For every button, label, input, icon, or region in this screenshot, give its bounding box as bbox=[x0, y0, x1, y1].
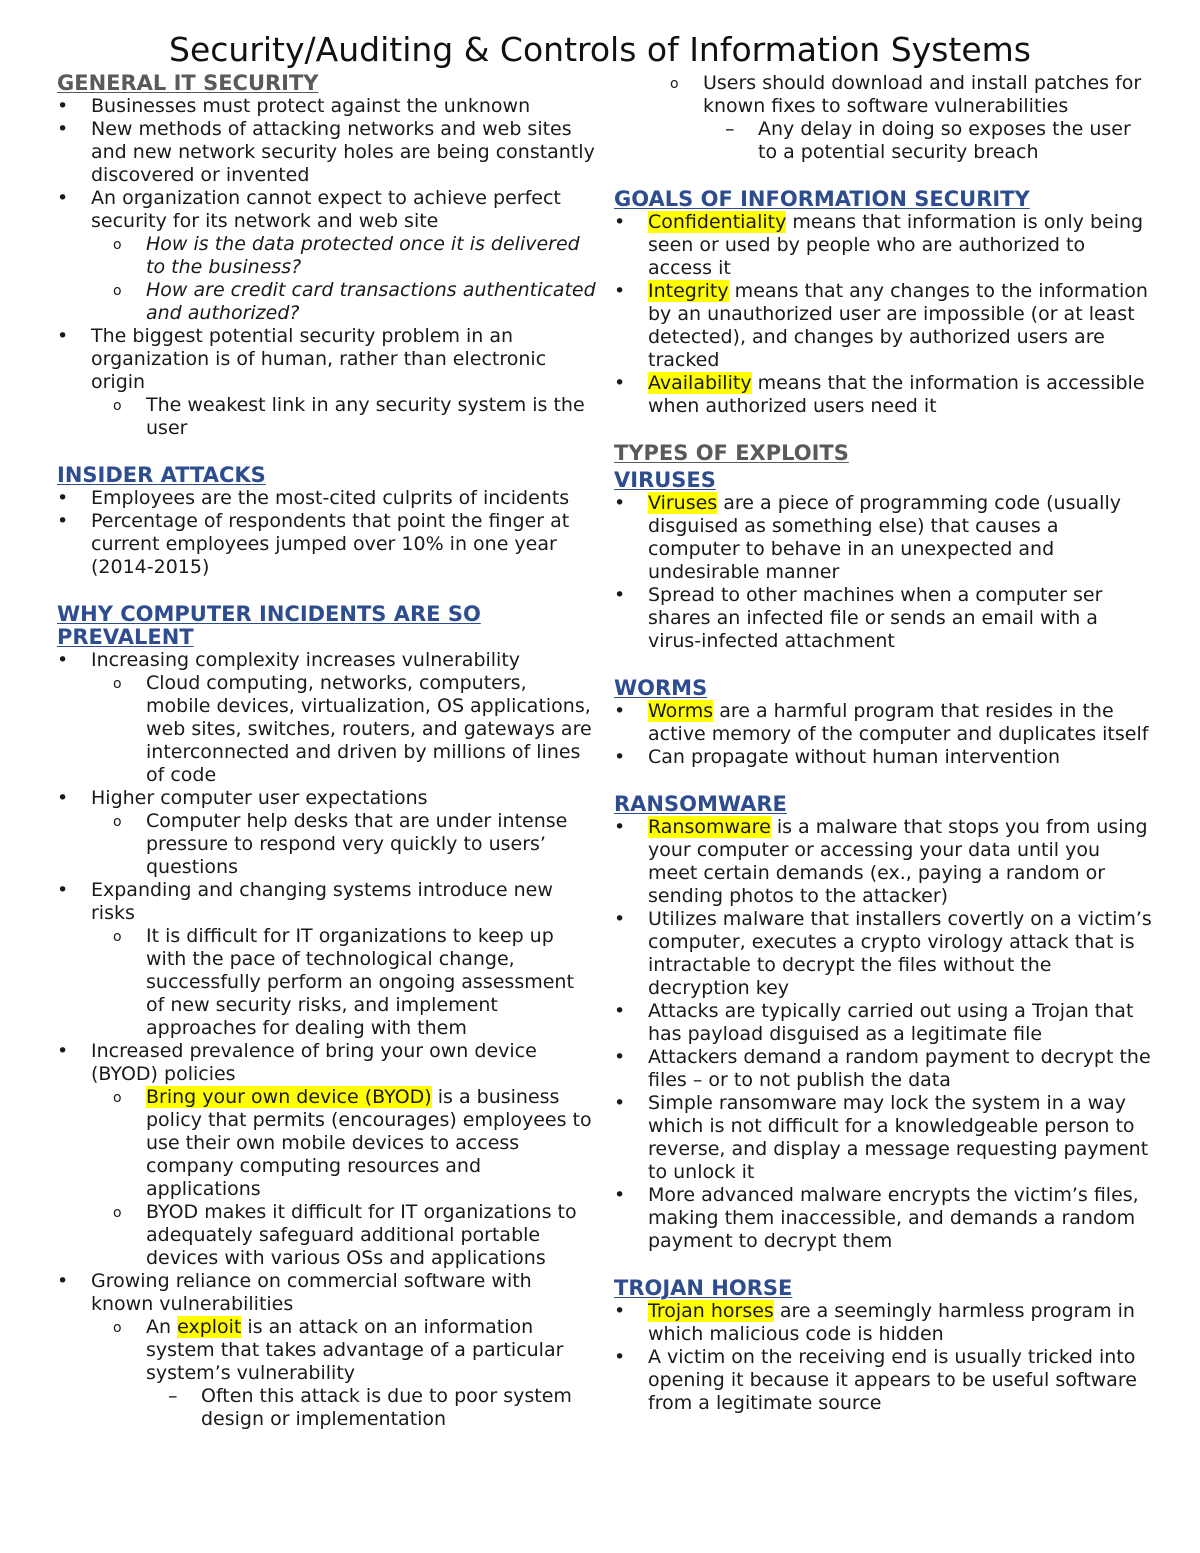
insider-attacks-list bbox=[57, 487, 597, 579]
list-subitem-text: is an attack on an information system that takes advantage of a particular system’s vulnerability bbox=[146, 1316, 564, 1384]
goals-list bbox=[614, 211, 1154, 418]
list-subitem bbox=[57, 1086, 597, 1201]
list-item bbox=[614, 492, 1154, 584]
list-item-text: means that information is only being seen or used by people who are authorized to access it bbox=[648, 211, 1144, 279]
list-subsubitem: – Often this attack is due to poor system design or implementation bbox=[57, 1385, 597, 1431]
highlighted-term: Availability bbox=[648, 372, 752, 394]
list-subitem-text: is a business policy that permits (encourages) employees to use their own mobile devices to access company computing resources and applications bbox=[146, 1086, 592, 1200]
list-item-text: are a harmful program that resides in the active memory of the computer and duplicates itself bbox=[648, 700, 1149, 745]
list-subitem-text: How is the data protected once it is delivered to the business? bbox=[146, 233, 580, 278]
list-item: • Businesses must protect against the unknown bbox=[57, 95, 597, 118]
highlighted-term: Confidentiality bbox=[648, 211, 787, 233]
ransomware-list bbox=[614, 816, 1154, 1253]
trojan-horse-list bbox=[614, 1300, 1154, 1415]
list-subitem bbox=[57, 1316, 597, 1385]
highlighted-term: Trojan horses bbox=[648, 1300, 774, 1322]
list-item-text: means that any changes to the information by an unauthorized user are impossible (or at least detected), and changes by authorized users are tracked bbox=[648, 280, 1148, 371]
list-subitem: o Users should download and install patches for known fixes to software vulnerabilities bbox=[614, 72, 1154, 118]
list-subitem-prefix: An bbox=[146, 1316, 178, 1338]
page-title: Security/Auditing & Controls of Information Systems bbox=[169, 30, 1031, 69]
list-item-text: are a piece of programming code (usually disguised as something else) that causes a computer to behave in an unexpected and undesirable manner bbox=[648, 492, 1121, 583]
why-incidents-list bbox=[57, 649, 597, 1431]
list-item: • Growing reliance on commercial software with known vulnerabilities bbox=[57, 1270, 597, 1316]
left-column bbox=[57, 72, 597, 1431]
list-item: • Attacks are typically carried out using a Trojan that has payload disguised as a legitimate file bbox=[614, 1000, 1154, 1046]
list-item: • Utilizes malware that installers covertly on a victim’s computer, executes a crypto virology attack that is intractable to decrypt the files without the decryption key bbox=[614, 908, 1154, 1000]
list-item bbox=[614, 700, 1154, 746]
section-heading-viruses: VIRUSES bbox=[614, 468, 716, 492]
worms-list bbox=[614, 700, 1154, 769]
section-heading-insider-attacks: INSIDER ATTACKS bbox=[57, 463, 266, 487]
list-item-text: are a seemingly harmless program in which malicious code is hidden bbox=[648, 1300, 1135, 1345]
list-subsubitem: – Any delay in doing so exposes the user to a potential security breach bbox=[614, 118, 1154, 164]
list-item: • Percentage of respondents that point the finger at current employees jumped over 10% in one year (2014-2015) bbox=[57, 510, 597, 579]
section-heading-types-of-exploits: TYPES OF EXPLOITS bbox=[614, 441, 849, 465]
general-it-security-list bbox=[57, 95, 597, 440]
list-item bbox=[614, 1300, 1154, 1346]
section-heading-why-computer-incidents: WHY COMPUTER INCIDENTS ARE SO PREVALENT bbox=[57, 602, 481, 649]
section-heading-general-it-security: GENERAL IT SECURITY bbox=[57, 71, 319, 95]
list-item: • Increased prevalence of bring your own device (BYOD) policies bbox=[57, 1040, 597, 1086]
list-item bbox=[614, 816, 1154, 908]
highlighted-term: Integrity bbox=[648, 280, 729, 302]
list-subitem: o BYOD makes it difficult for IT organizations to adequately safeguard additional portable devices with various OSs and applications bbox=[57, 1201, 597, 1270]
list-item bbox=[614, 372, 1154, 418]
list-item: • Expanding and changing systems introduce new risks bbox=[57, 879, 597, 925]
list-item: • More advanced malware encrypts the victim’s files, making them inaccessible, and demands a random payment to decrypt them bbox=[614, 1184, 1154, 1253]
list-item: • Can propagate without human intervention bbox=[614, 746, 1154, 769]
list-subitem: o The weakest link in any security system is the user bbox=[57, 394, 597, 440]
highlighted-term: exploit bbox=[177, 1316, 242, 1338]
list-item: • Attackers demand a random payment to decrypt the files – or to not publish the data bbox=[614, 1046, 1154, 1092]
viruses-list bbox=[614, 492, 1154, 653]
list-item: • Employees are the most-cited culprits of incidents bbox=[57, 487, 597, 510]
list-subitem: o Computer help desks that are under intense pressure to respond very quickly to users’ questions bbox=[57, 810, 597, 879]
list-subitem: o It is difficult for IT organizations to keep up with the pace of technological change, successfully perform an ongoing assessment of new security risks, and implement approaches for dealing with them bbox=[57, 925, 597, 1040]
list-item: • Higher computer user expectations bbox=[57, 787, 597, 810]
list-item: • The biggest potential security problem in an organization is of human, rather than electronic origin bbox=[57, 325, 597, 394]
section-heading-goals-of-information-security: GOALS OF INFORMATION SECURITY bbox=[614, 187, 1030, 211]
list-subitem bbox=[57, 233, 597, 279]
list-subitem-text: How are credit card transactions authenticated and authorized? bbox=[146, 279, 596, 324]
list-item bbox=[614, 280, 1154, 372]
list-item: • Simple ransomware may lock the system in a way which is not difficult for a knowledgeable person to reverse, and display a message requesting payment to unlock it bbox=[614, 1092, 1154, 1184]
highlighted-term: Viruses bbox=[648, 492, 718, 514]
section-heading-ransomware: RANSOMWARE bbox=[614, 792, 787, 816]
highlighted-term: Ransomware bbox=[648, 816, 771, 838]
patches-continuation-list bbox=[614, 72, 1154, 164]
list-item-text: means that the information is accessible when authorized users need it bbox=[648, 372, 1145, 417]
list-item-text: is a malware that stops you from using your computer or accessing your data until you meet certain demands (ex., paying a random or sending photos to the attacker) bbox=[648, 816, 1148, 907]
list-item: • Increasing complexity increases vulnerability bbox=[57, 649, 597, 672]
list-item: • A victim on the receiving end is usually tricked into opening it because it appears to be useful software from a legitimate source bbox=[614, 1346, 1154, 1415]
highlighted-term: Worms bbox=[648, 700, 714, 722]
list-subitem: o Cloud computing, networks, computers, mobile devices, virtualization, OS applications, web sites, switches, routers, and gateways are interconnected and driven by millions of lines of code bbox=[57, 672, 597, 787]
list-subitem bbox=[57, 279, 597, 325]
section-heading-trojan-horse: TROJAN HORSE bbox=[614, 1276, 793, 1300]
list-item: • New methods of attacking networks and web sites and new network security holes are being constantly discovered or invented bbox=[57, 118, 597, 187]
highlighted-term: Bring your own device (BYOD) bbox=[146, 1086, 432, 1108]
right-column bbox=[614, 72, 1154, 1415]
list-item: • Spread to other machines when a computer ser shares an infected file or sends an email with a virus-infected attachment bbox=[614, 584, 1154, 653]
section-heading-worms: WORMS bbox=[614, 676, 708, 700]
list-item: • An organization cannot expect to achieve perfect security for its network and web site bbox=[57, 187, 597, 233]
list-item bbox=[614, 211, 1154, 280]
